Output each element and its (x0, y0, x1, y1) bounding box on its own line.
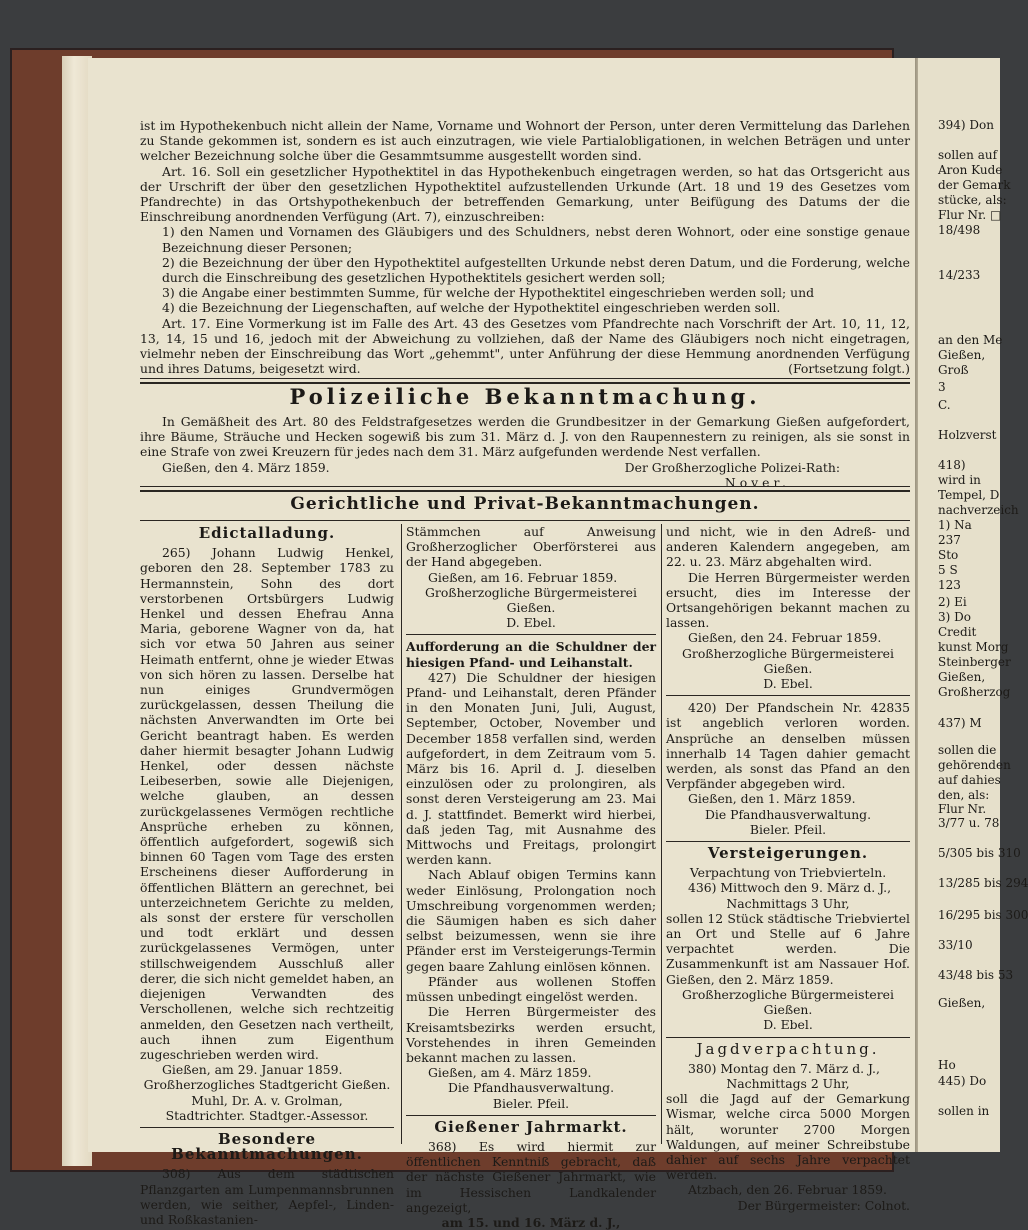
triebviertel-body: sollen 12 Stück städtische Triebviertel an Ort und Stelle auf 6 Jahre verpachtet werden. Die Zusammenkunft ist am Nassauer Hof. Gießen, den 2. März 1859. (666, 910, 910, 987)
continuation-note: (Fortsetzung folgt.) (788, 361, 910, 377)
next-page-line: Gießen, (938, 996, 986, 1010)
next-page-line: an den Me (938, 333, 1003, 347)
fair-continued: und nicht, wie in den Adreß- und anderen Kalendern angegeben, am 22. u. 23. März abgehalten wird. (666, 524, 910, 570)
next-page-line: 2) Ei (938, 595, 967, 609)
column-rule (661, 524, 662, 1144)
police-notice-name: Nover. (724, 474, 790, 490)
next-page-line: 394) Don (938, 118, 994, 132)
art16-item-2: 2) die Bezeichnung der über den Hypothektitel aufgestellten Urkunde nebst deren Datum, und die Forderung, welche durch die Einschreibung des gesetzlichen Hypothektitels gesichert werden soll; (162, 254, 910, 286)
pawn-debtors-body-3: Pfänder aus wollenen Stoffen müssen unbedingt eingelöst werden. (406, 973, 656, 1005)
police-notice-title: Polizeiliche Bekanntmachung. (289, 384, 761, 409)
next-page-line: nachverzeich (938, 503, 1019, 517)
next-page-fragment (918, 58, 1028, 1152)
next-page-line: sollen auf (938, 148, 998, 162)
art16-item-4: 4) die Bezeichnung der Liegenschaften, auf welche der Hypothektitel eingeschrieben werden soll. (162, 300, 781, 316)
next-page-line: sollen die (938, 743, 997, 757)
seedlings-text: Stämmchen auf Anweisung Großherzoglicher Oberförsterei aus der Hand abgegeben. (406, 524, 656, 570)
next-page-line: Groß (938, 363, 969, 377)
next-page-line: Ho (938, 1058, 956, 1072)
column-3 (666, 524, 910, 1213)
auctions-title: Versteigerungen. (707, 844, 869, 863)
next-page-line: 13/285 bis 294 (938, 876, 1028, 890)
pawn-ticket-body: 420) Der Pfandschein Nr. 42835 ist angeblich verloren worden. Ansprüche an denselben müssen innerhalb 14 Tagen dahier gemacht werden, als sonst das Pfand an den Verpfänder abgegeben wird. (666, 700, 910, 792)
next-page-line: Gießen, (938, 670, 986, 684)
next-page-line: Flur Nr. □ (938, 208, 1002, 222)
hunting-time: Nachmittags 2 Uhr, (726, 1075, 850, 1091)
triebviertel-date-line: 436) Mittwoch den 9. März d. J., (688, 880, 892, 896)
next-page-line: 14/233 (938, 268, 981, 282)
triebviertel-subtitle: Verpachtung von Triebvierteln. (689, 865, 887, 881)
pawn-debtors-authority: Die Pfandhausverwaltung. (447, 1080, 615, 1096)
next-page-line: Flur Nr. (938, 802, 987, 816)
edictal-signature-titles: Stadtrichter. Stadtger.-Assessor. (165, 1107, 369, 1123)
hunting-date-line: 380) Montag den 7. März d. J., (688, 1060, 880, 1076)
next-page-line: 437) M (938, 716, 982, 730)
next-page-line: 18/498 (938, 223, 981, 237)
police-notice (140, 414, 910, 490)
hunting-lease-title: Jagdverpachtung. (696, 1039, 880, 1058)
pawn-debtors-body-4: Die Herren Bürgermeister des Kreisamtsbezirks werden ersucht, Vorstehendes in ihren Gemeinden bekannt machen zu lassen. (406, 1004, 656, 1065)
special-notices-body: 308) Aus dem städtischen Pflanzgarten am Lumpenmannsbrunnen werden, wie seither, Aepfel-, Linden- und Roßkastanien- (140, 1166, 394, 1227)
edictal-signature: Muhl, Dr. A. v. Grolman, (191, 1092, 343, 1108)
next-page-line: Großherzog (938, 685, 1011, 699)
art17-paragraph: Art. 17. Eine Vormerkung ist im Falle des Art. 43 des Gesetzes vom Pfandrechte nach Vorschrift der Art. 10, 11, 12, 13, 14, 15 und 16, jedoch mit der Abweichung zu vollziehen, daß der Name des Gläubigers noch nicht eingetragen, vielmehr neben der Einschreibung das Wort „gehemmt", unter Anführung der diese Hemmung anordnenden Verfügung und ihres Datums, beigesetzt wird. (140, 315, 910, 377)
fair-body: 368) Es wird hiermit zur öffentlichen Kenntniß gebracht, daß der nächste Gießener Jahrmarkt, wie im Hessischen Landkalender angezeigt, (406, 1138, 656, 1215)
column-rule (401, 524, 402, 1144)
pawn-debtors-name: Bieler. Pfeil. (492, 1095, 570, 1111)
hunting-authority: Der Bürgermeister: Colnot. (737, 1197, 910, 1213)
next-page-line: Holzverst (938, 428, 997, 442)
next-page-line: 445) Do (938, 1074, 987, 1088)
next-page-line: Tempel, D (938, 488, 1000, 502)
edictal-title: Edictalladung. (198, 524, 336, 542)
police-notice-body: In Gemäßheit des Art. 80 des Feldstrafgesetzes werden die Grundbesitzer in der Gemarkung Gießen aufgefordert, ihre Bäume, Sträuche und Hecken sogewiß bis zum 31. März d. J. von den Raupennestern zu reinigen, als sie sonst in eine Strafe von zwei Kreuzern für jedes nach dem 31. März aufgefunden werdende Nest verfallen. (140, 414, 910, 460)
fair-name: D. Ebel. (763, 676, 813, 692)
column-1 (140, 524, 394, 1227)
next-page-line: 1) Na (938, 518, 972, 532)
next-page-line: 3) Do (938, 610, 971, 624)
top-paragraph: ist im Hypothekenbuch nicht allein der Name, Vorname und Wohnort der Person, unter deren Vermittelung das Darlehen zu Stande gekommen ist, sondern es ist auch einzutragen, wie viele Partialobligationen, in welchen Beträgen und unter welcher Bezeichnung solche über die Gesammtsumme ausgestellt worden sind. (140, 118, 910, 164)
next-page-line: stücke, als: (938, 193, 1007, 207)
hunting-date: Atzbach, den 26. Februar 1859. (688, 1182, 887, 1198)
next-page-line: 33/10 (938, 938, 973, 952)
art16-item-1: 1) den Namen und Vornamen des Gläubigers und des Schuldners, nebst deren Wohnort, oder eine sonstige genaue Bezeichnung dieser Personen; (162, 224, 910, 255)
next-page-line: kunst Morg (938, 640, 1009, 654)
fair-dates: am 15. und 16. März d. J., (441, 1214, 621, 1230)
edictal-date: Gießen, am 29. Januar 1859. (162, 1062, 343, 1078)
top-article (140, 118, 910, 377)
pawn-debtors-body: 427) Die Schuldner der hiesigen Pfand- und Leihanstalt, deren Pfänder in den Monaten Juni, Juli, August, September, October, November und December 1858 verfallen sind, werden aufgefordert, in dem Zeitraum vom 5. März bis 16. April d. J. dieselben einzulösen oder zu prolongiren, als sonst deren Versteigerung am 23. Mai d. J. stattfindet. Bemerkt wird hierbei, daß jeden Tag, mit Ausnahme des Mittwochs und Freitags, prolongirt werden kann. (406, 669, 656, 868)
next-page-line: Aron Kude (938, 163, 1003, 177)
next-page-line: sollen in (938, 1104, 990, 1118)
art16-paragraph: Art. 16. Soll ein gesetzlicher Hypothektitel in das Hypothekenbuch eingetragen werden, so hat das Ortsgericht aus der Urschrift der über den gesetzlichen Hypothektitel aufzustellenden Urkunde (Art. 18 und 19 des Gesetzes vom Pfandrechte) in das Ortshypothekenbuch der betreffenden Gemarkung, unter Beifügung des Datums der die Einschreibung anordnenden Verfügung (Art. 7), einzuschreiben: (140, 163, 910, 225)
next-page-line: auf dahies (938, 773, 1001, 787)
next-page-line: 43/48 bis 53 (938, 968, 1014, 982)
next-page-line: wird in (938, 473, 981, 487)
edictal-authority: Großherzogliches Stadtgericht Gießen. (143, 1077, 391, 1093)
next-page-line: gehörenden (938, 758, 1011, 772)
fair-authority: Großherzogliche Bürgermeisterei Gießen. (682, 645, 894, 676)
next-page-line: 5 S (938, 563, 958, 577)
triebviertel-time: Nachmittags 3 Uhr, (726, 895, 850, 911)
next-page-line: 5/305 bis 310 (938, 846, 1021, 860)
divider (140, 520, 910, 521)
next-page-line: 3 (938, 380, 946, 394)
police-notice-date: Gießen, den 4. März 1859. (162, 459, 330, 475)
fair-date: Gießen, den 24. Februar 1859. (688, 630, 882, 646)
special-notices-title: Besondere Bekanntmachungen. (171, 1129, 363, 1164)
next-page-line: der Gemark (938, 178, 1011, 192)
next-page-line: Sto (938, 548, 959, 562)
section-title: Gerichtliche und Privat-Bekanntmachungen. (290, 494, 760, 514)
next-page-line: Gießen, (938, 348, 986, 362)
next-page-line: 16/295 bis 300 (938, 908, 1028, 922)
column-2 (406, 524, 656, 1230)
divider (140, 486, 910, 492)
next-page-line: 418) (938, 458, 966, 472)
next-page-line: C. (938, 398, 951, 412)
newspaper-page (88, 58, 920, 1230)
next-page-line: 3/77 u. 78 (938, 816, 1000, 830)
next-page-line: Steinberger (938, 655, 1011, 669)
pawn-ticket-authority: Die Pfandhausverwaltung. (704, 806, 872, 822)
pawn-ticket-name: Bieler. Pfeil. (749, 821, 827, 837)
pawn-debtors-date: Gießen, am 4. März 1859. (428, 1065, 592, 1081)
seedlings-authority: Großherzogliche Bürgermeisterei Gießen. (425, 584, 637, 616)
hunting-body: soll die Jagd auf der Gemarkung Wismar, welche circa 5000 Morgen hält, worunter 2700 Morgen Waldungen, auf meiner Schreibstube dahier auf sechs Jahre verpachtet werden. (666, 1091, 910, 1183)
next-page-line: den, als: (938, 788, 990, 802)
next-page-line: 237 (938, 533, 961, 547)
seedlings-date: Gießen, am 16. Februar 1859. (428, 569, 618, 585)
triebviertel-authority: Großherzogliche Bürgermeisterei Gießen. (682, 986, 894, 1018)
pawn-debtors-title: Aufforderung an die Schuldner der hiesigen Pfand- und Leihanstalt. (406, 639, 656, 670)
art16-item-3: 3) die Angabe einer bestimmten Summe, für welche der Hypothektitel eingeschrieben werden soll; und (162, 285, 815, 301)
next-page-line: Credit (938, 625, 977, 639)
pawn-debtors-body-2: Nach Ablauf obigen Termins kann weder Einlösung, Prolongation noch Umschreibung vorgenommen werden; die Säumigen haben es sich daher selbst beizumessen, wenn sie ihre Pfänder erst im Versteigerungs-Termin gegen baare Zahlung einlösen können. (406, 867, 656, 974)
pawn-ticket-date: Gießen, den 1. März 1859. (688, 791, 856, 807)
fair-request: Die Herren Bürgermeister werden ersucht, dies im Interesse der Ortsangehörigen bekannt machen zu lassen. (666, 569, 910, 631)
next-page-line: 123 (938, 578, 961, 592)
triebviertel-name: D. Ebel. (763, 1017, 813, 1033)
fair-title: Gießener Jahrmarkt. (434, 1117, 628, 1136)
seedlings-name: D. Ebel. (506, 615, 556, 631)
police-notice-authority: Der Großherzogliche Polizei-Rath: (624, 459, 840, 475)
edictal-body: 265) Johann Ludwig Henkel, geboren den 28. September 1783 zu Hermannstein, Sohn des dort verstorbenen Ortsbürgers Ludwig Henkel und dessen Ehefrau Anna Maria, geborene Wagner von da, hat sich vor etwa 50 Jahren aus seiner Heimath entfernt, ohne je wieder Etwas von sich hören zu lassen. Derselbe hat nun einiges Grundvermögen zurückgelassen, dessen Theilung die nächsten Anverwandten im Orte bei Gericht beantragt haben. Es werden daher hiermit besagter Johann Ludwig Henkel, oder dessen nächste Leibeserben, sowie alle Diejenigen, welche glauben, an dessen zurückgelassenes Vermögen rechtliche Ansprüche erheben zu können, öffentlich aufgefordert, sogewiß sich binnen 60 Tagen vom Tage des ersten Erscheinens dieser Aufforderung in öffentlichen Blättern an gerechnet, bei unterzeichnetem Gerichte zu melden, als sonst der erstere für verschollen und todt erklärt und dessen zurückgelassenes Vermögen, unter stillschweigendem Ausschluß aller derer, die sich nicht gemeldet haben, an diejenigen Verwandten des Verschollenen, welche sich rechtzeitig anmelden, den Gesetzen nach vertheilt, auch ihnen zum Eigenthum zugeschrieben werden wird. (140, 545, 394, 1062)
